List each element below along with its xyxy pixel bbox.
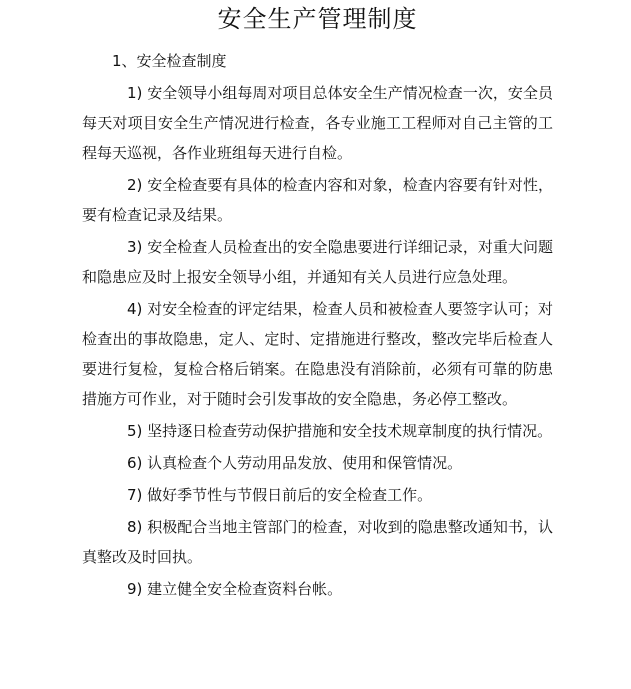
list-item: 2) 安全检查要有具体的检查内容和对象，检查内容要有针对性，要有检查记录及结果。 — [82, 176, 553, 224]
item-list — [82, 78, 553, 604]
list-item: 5) 坚持逐日检查劳动保护措施和安全技术规章制度的执行情况。 — [127, 422, 553, 440]
list-item: 3) 安全检查人员检查出的安全隐患要进行详细记录，对重大问题和隐患应及时上报安全领导小组，并通知有关人员进行应急处理。 — [82, 238, 553, 286]
list-item: 4) 对安全检查的评定结果，检查人员和被检查人要签字认可；对检查出的事故隐患，定人、定时、定措施进行整改，整改完毕后检查人要进行复检，复检合格后销案。在隐患没有消除前，必须有可靠的防患措施方可作业，对于随时会引发事故的安全隐患，务必停工整改。 — [82, 300, 553, 408]
section-heading: 1、安全检查制度 — [112, 52, 227, 70]
list-item: 7) 做好季节性与节假日前后的安全检查工作。 — [127, 486, 433, 504]
list-item: 8) 积极配合当地主管部门的检查，对收到的隐患整改通知书，认真整改及时回执。 — [82, 518, 553, 566]
list-item: 1) 安全领导小组每周对项目总体安全生产情况检查一次，安全员每天对项目安全生产情况进行检查，各专业施工工程师对自己主管的工程每天巡视，各作业班组每天进行自检。 — [82, 84, 553, 162]
list-item: 9) 建立健全安全检查资料台帐。 — [127, 580, 343, 598]
list-item: 6) 认真检查个人劳动用品发放、使用和保管情况。 — [127, 454, 463, 472]
document-title: 安全生产管理制度 — [217, 5, 418, 33]
